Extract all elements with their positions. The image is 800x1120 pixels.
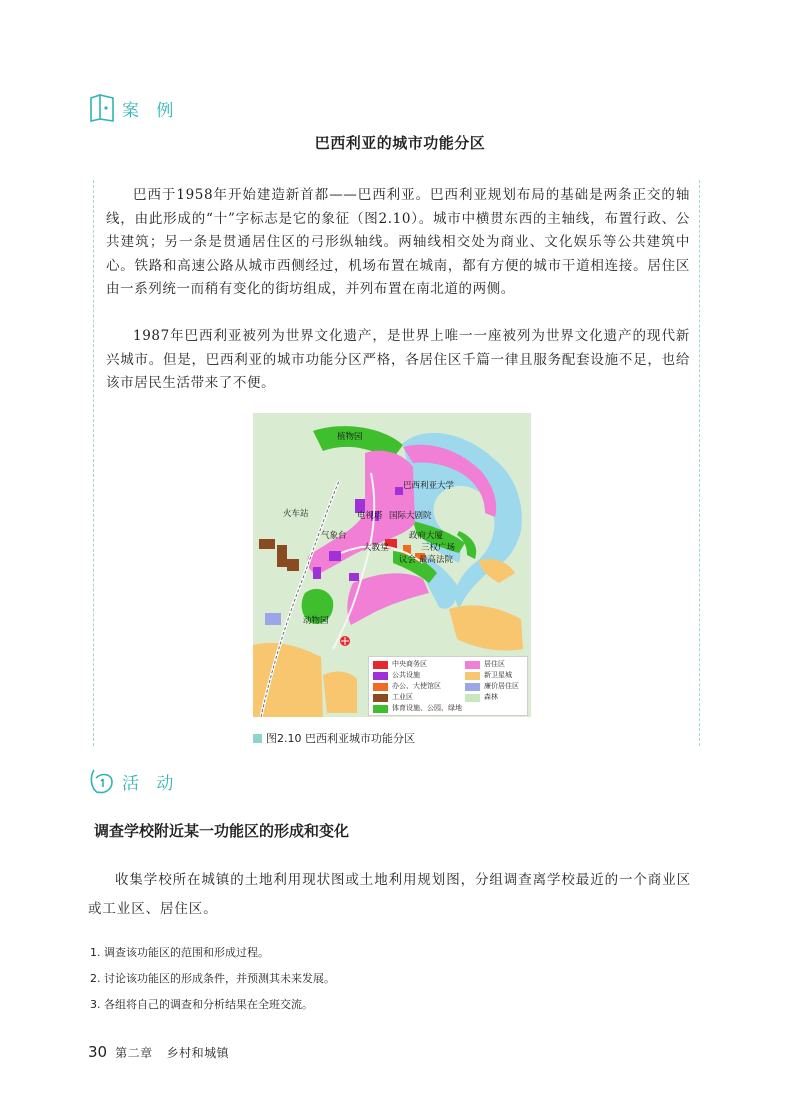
legend-swatch	[373, 683, 388, 691]
map-legend	[368, 656, 528, 716]
activity-list	[90, 940, 335, 1018]
legend-item: 工业区	[373, 693, 413, 702]
case-header	[88, 92, 179, 124]
map-label-gov-building: 政府大厦	[409, 531, 444, 541]
legend-item: 廉价居住区	[465, 682, 519, 691]
page-footer	[88, 1043, 229, 1061]
figure-caption-text: 图2.10 巴西利亚城市功能分区	[266, 732, 415, 745]
section-label: 乡村和城镇	[166, 1046, 230, 1060]
legend-swatch	[465, 661, 480, 669]
map-label-congress: 议会	[399, 555, 417, 565]
map-label-botanical: 植物园	[337, 432, 363, 442]
activity-icon	[88, 766, 116, 796]
legend-item: 公共设施	[373, 671, 420, 680]
map-label-court: 最高法院	[419, 555, 454, 565]
legend-swatch	[465, 672, 480, 680]
legend-item: 森林	[465, 693, 498, 702]
legend-swatch	[373, 694, 388, 702]
legend-item: 办公、大使馆区	[373, 682, 441, 691]
legend-item: 新卫星城	[465, 671, 512, 680]
legend-item: 体育设施、公园、绿地	[373, 704, 462, 713]
activity-header	[88, 765, 179, 797]
case-label: 案 例	[122, 100, 180, 121]
page-number: 30	[88, 1043, 108, 1061]
case-paragraph-2: 1987年巴西利亚被列为世界文化遗产，是世界上唯一一座被列为世界文化遗产的现代新兴城市。但是，巴西利亚的城市功能分区严格，各居住区千篇一律且服务配套设施不足，也给该市居民生活带来了不便。	[106, 328, 690, 391]
legend-swatch	[373, 672, 388, 680]
case-paragraph-1: 巴西于1958年开始建造新首都——巴西利亚。巴西利亚规划布局的基础是两条正交的轴线，由此形成的“十”字标志是它的象征（图2.10）。城市中横贯东西的主轴线，布置行政、公共建筑；另一条是贯通居住区的弓形纵轴线。两轴线相交处为商业、文化娱乐等公共建筑中心。铁路和高速公路从城市西侧经过，机场布置在城南，都有方便的城市干道相连接。居住区由一系列统一而稍有变化的街坊组成，并列布置在南北道的两侧。	[106, 187, 690, 297]
activity-item: 2. 讨论该功能区的形成条件，并预测其未来发展。	[90, 972, 335, 985]
book-icon	[88, 93, 116, 123]
activity-item: 1. 调查该功能区的范围和形成过程。	[90, 946, 269, 959]
activity-paragraph: 收集学校所在城镇的土地利用现状图或土地利用规划图，分组调查离学校最近的一个商业区或工业区、居住区。	[88, 872, 691, 917]
figure-caption	[253, 730, 415, 746]
activity-label: 活 动	[122, 773, 180, 794]
chapter-label: 第二章	[115, 1046, 153, 1060]
case-title: 巴西利亚的城市功能分区	[314, 134, 486, 152]
map-label-weather: 气象台	[321, 531, 347, 541]
activity-item: 3. 各组将自己的调查和分析结果在全班交流。	[90, 998, 313, 1011]
map-label-tv-tower: 电视塔	[357, 511, 383, 521]
legend-swatch	[465, 694, 480, 702]
map-label-university: 巴西利亚大学	[403, 481, 455, 491]
caption-marker	[253, 734, 262, 743]
legend-swatch	[373, 661, 388, 669]
map-label-train-station: 火车站	[283, 509, 309, 519]
legend-swatch	[465, 683, 480, 691]
map-label-cathedral: 大教堂	[363, 543, 389, 553]
legend-swatch	[373, 705, 388, 713]
map-label-zoo: 动物园	[303, 616, 329, 626]
activity-title: 调查学校附近某一功能区的形成和变化	[94, 822, 350, 840]
legend-item: 居住区	[465, 660, 505, 669]
map-label-theatre: 国际大剧院	[389, 511, 432, 521]
map-label-three-powers: 三权广场	[421, 543, 456, 553]
legend-item: 中央商务区	[373, 660, 427, 669]
